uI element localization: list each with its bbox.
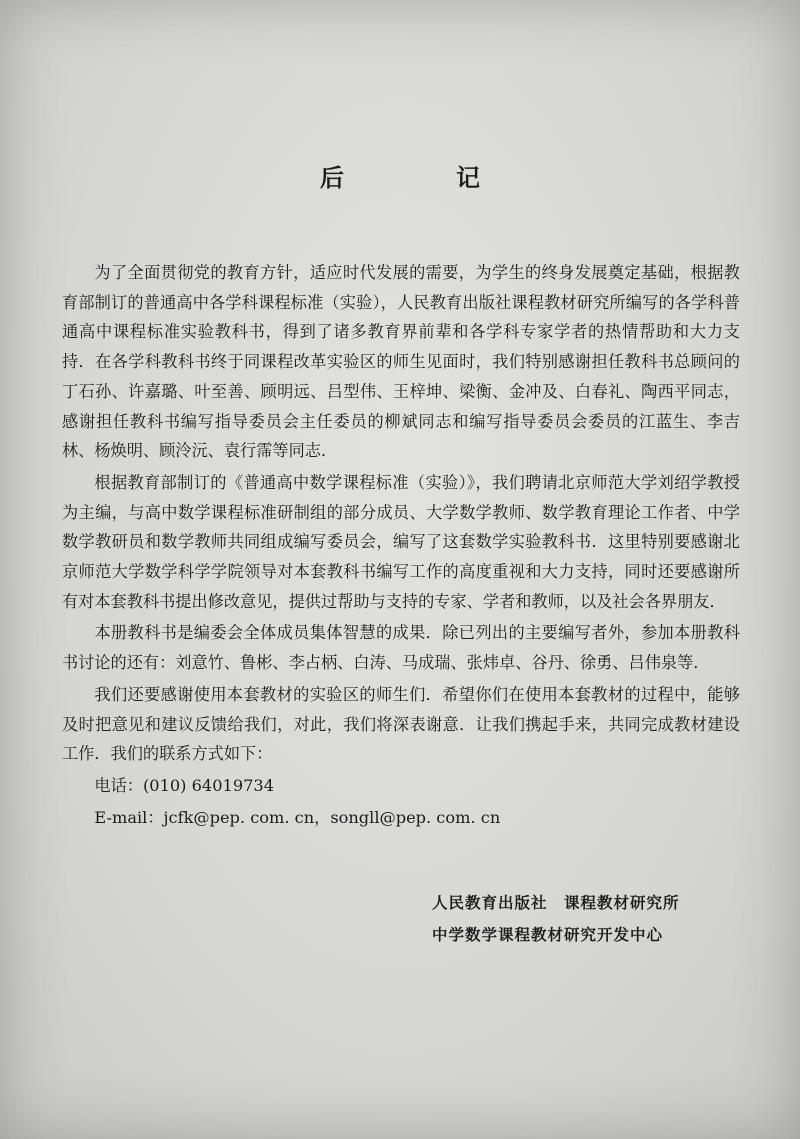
paragraph-3: 本册教科书是编委会全体成员集体智慧的成果．除已列出的主要编写者外，参加本册教科书讨论的还有：刘意竹、鲁彬、李占柄、白涛、马成瑞、张炜卓、谷丹、徐勇、吕伟泉等．: [62, 623, 740, 673]
page-title: 后 记: [320, 164, 524, 192]
publisher-signature: [432, 887, 680, 951]
signature-line-1: 人民教育出版社 课程教材研究所: [432, 894, 680, 912]
email-line: E-mail：jcfk@pep. com. cn，songll@pep. com. cn: [94, 807, 501, 827]
signature-line-2: 中学数学课程教材研究开发中心: [432, 926, 664, 944]
paragraph-1: 为了全面贯彻党的教育方针，适应时代发展的需要，为学生的终身发展奠定基础，根据教育部制订的普通高中各学科课程标准（实验），人民教育出版社课程教材研究所编写的各学科普通高中课程标准实验教科书，得到了诸多教育界前辈和各学科专家学者的热情帮助和大力支持．在各学科教科书终于同课程改革实验区的师生见面时，我们特别感谢担任教科书总顾问的丁石孙、许嘉璐、叶至善、顾明远、吕型伟、王梓坤、梁衡、金冲及、白春礼、陶西平同志，感谢担任教科书编写指导委员会主任委员的柳斌同志和编写指导委员会委员的江蓝生、李吉林、杨焕明、顾泠沅、袁行霈等同志．: [62, 263, 740, 461]
afterword-body: [62, 258, 740, 834]
paragraph-4: 我们还要感谢使用本套教材的实验区的师生们．希望你们在使用本套教材的过程中，能够及时把意见和建议反馈给我们，对此，我们将深表谢意．让我们携起手来，共同完成教材建设工作．我们的联系方式如下：: [62, 684, 740, 764]
phone-line: 电话：(010) 64019734: [94, 775, 275, 795]
paragraph-2: 根据教育部制订的《普通高中数学课程标准（实验）》，我们聘请北京师范大学刘绍学教授为主编，与高中数学课程标准研制组的部分成员、大学数学教师、数学教育理论工作者、中学数学教研员和数学教师共同组成编写委员会，编写了这套数学实验教科书．这里特别要感谢北京师范大学数学科学学院领导对本套教科书编写工作的高度重视和大力支持，同时还要感谢所有对本套教科书提出修改意见，提供过帮助与支持的专家、学者和教师，以及社会各界朋友．: [62, 472, 740, 611]
